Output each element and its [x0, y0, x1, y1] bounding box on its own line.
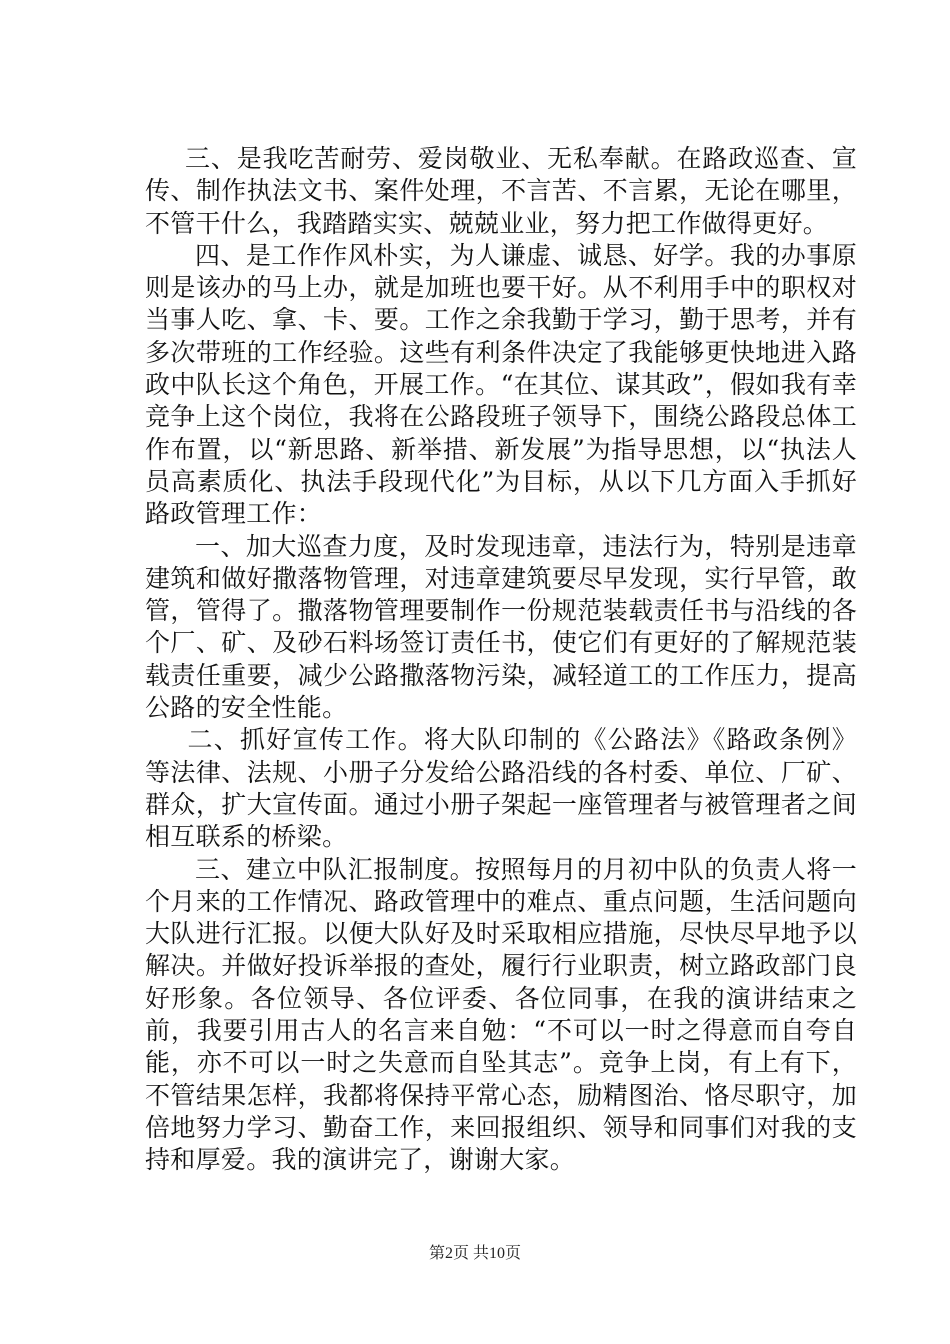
paragraph-plan-one: 一、加大巡查力度，及时发现违章，违法行为，特别是违章建筑和做好撒落物管理，对违章建筑要尽早发现，实行早管，敢管，管得了。撒落物管理要制作一份规范装载责任书与沿线的各个厂、矿、及砂石料场签订责任书，使它们有更好的了解规范装载责任重要，减少公路撒落物污染，减轻道工的工作压力，提高公路的安全性能。 — [145, 531, 857, 723]
document-body — [145, 143, 857, 1177]
paragraph-point-three: 三、是我吃苦耐劳、爱岗敬业、无私奉献。在路政巡查、宣传、制作执法文书、案件处理，不言苦、不言累，无论在哪里，不管干什么，我踏踏实实、兢兢业业，努力把工作做得更好。 — [145, 144, 857, 238]
paragraph-point-four: 四、是工作作风朴实，为人谦虚、诚恳、好学。我的办事原则是该办的马上办，就是加班也要干好。从不利用手中的职权对当事人吃、拿、卡、要。工作之余我勤于学习，勤于思考，并有多次带班的工作经验。这些有利条件决定了我能够更快地进入路政中队长这个角色，开展工作。“在其位、谋其政”，假如我有幸竞争上这个岗位，我将在公路段班子领导下，围绕公路段总体工作布置，以“新思路、新举措、新发展”为指导思想，以“执法人员高素质化、执法手段现代化”为目标，从以下几方面入手抓好路政管理工作： — [145, 240, 857, 529]
paragraph-plan-two: 二、抓好宣传工作。将大队印制的《公路法》《路政条例》等法律、法规、小册子分发给公路沿线的各村委、单位、厂矿、群众，扩大宣传面。通过小册子架起一座管理者与被管理者之间相互联系的桥梁。 — [145, 725, 857, 852]
paragraph-plan-three: 三、建立中队汇报制度。按照每月的月初中队的负责人将一个月来的工作情况、路政管理中的难点、重点问题，生活问题向大队进行汇报。以便大队好及时采取相应措施，尽快尽早地予以解决。并做好投诉举报的查处，履行行业职责，树立路政部门良好形象。各位领导、各位评委、各位同事，在我的演讲结束之前，我要引用古人的名言来自勉：“不可以一时之得意而自夸自能，亦不可以一时之失意而自坠其志”。竞争上岗，有上有下，不管结果怎样，我都将保持平常心态，励精图治、恪尽职守，加倍地努力学习、勤奋工作，来回报组织、领导和同事们对我的支持和厚爱。我的演讲完了，谢谢大家。 — [145, 854, 857, 1175]
page-number-footer: 第2页 共10页 — [428, 1245, 521, 1262]
